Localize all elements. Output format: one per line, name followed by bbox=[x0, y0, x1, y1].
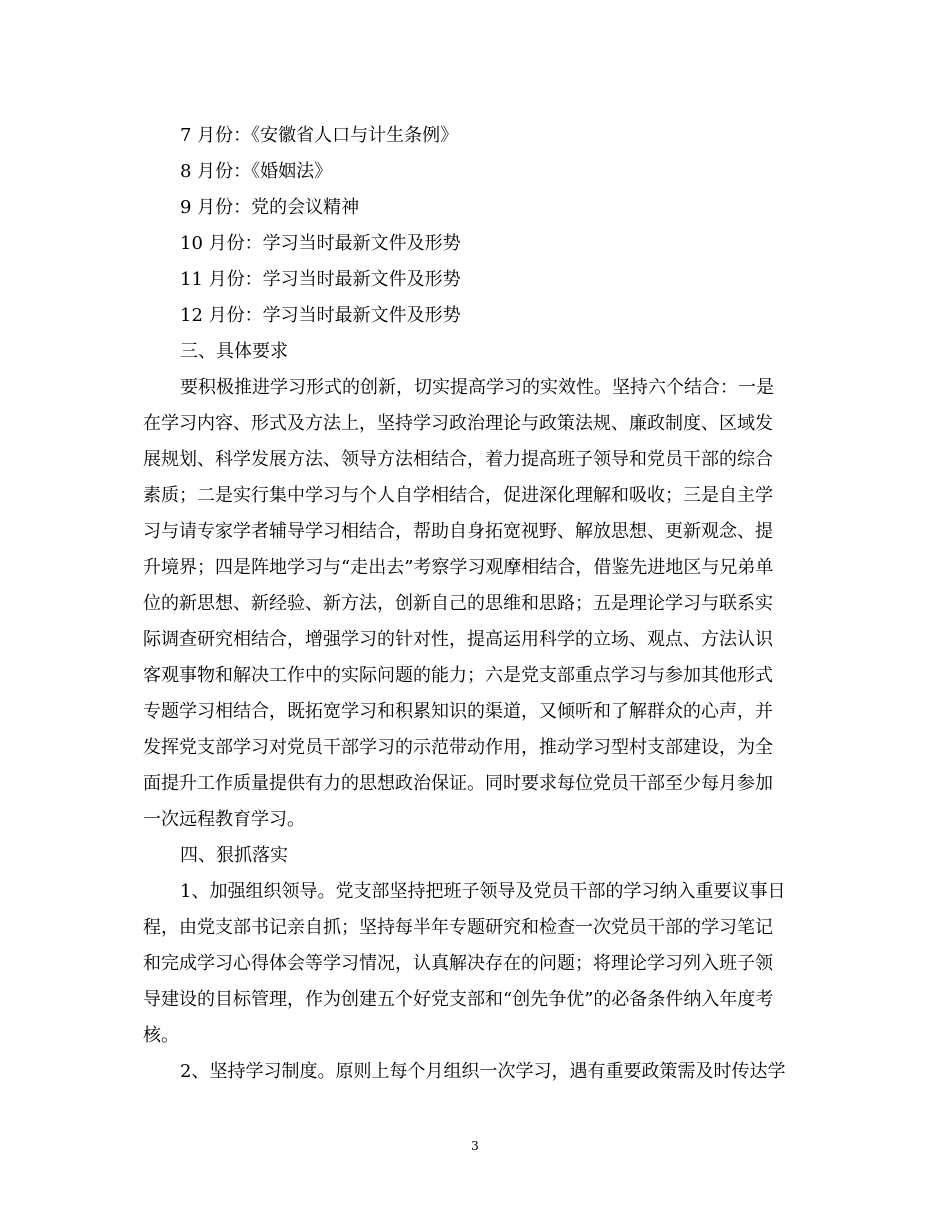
text-line: 客观事物和解决工作中的实际问题的能力；六是党支部重点学习与参加其他形式 bbox=[143, 665, 773, 686]
text-line: 核。 bbox=[143, 1025, 179, 1046]
text-line: 和完成学习心得体会等学习情况，认真解决存在的问题；将理论学习列入班子领 bbox=[143, 953, 773, 974]
section-heading: 三、具体要求 bbox=[180, 341, 288, 362]
text-line: 习与请专家学者辅导学习相结合，帮助自身拓宽视野、解放思想、更新观念、提 bbox=[143, 521, 773, 542]
text-line: 7 月份：《安徽省人口与计生条例》 bbox=[180, 125, 459, 146]
text-line: 专题学习相结合，既拓宽学习和积累知识的渠道，又倾听和了解群众的心声，并 bbox=[143, 701, 773, 722]
text-line: 素质；二是实行集中学习与个人自学相结合，促进深化理解和吸收；三是自主学 bbox=[143, 485, 773, 506]
text-line: 8 月份：《婚姻法》 bbox=[180, 161, 333, 182]
text-line: 升境界；四是阵地学习与“走出去”考察学习观摩相结合，借鉴先进地区与兄弟单 bbox=[143, 557, 774, 578]
text-line: 2、坚持学习制度。原则上每个月组织一次学习，遇有重要政策需及时传达学 bbox=[180, 1061, 786, 1082]
text-line: 导建设的目标管理，作为创建五个好党支部和“创先争优”的必备条件纳入年度考 bbox=[143, 989, 774, 1010]
text-line: 在学习内容、形式及方法上，坚持学习政治理论与政策法规、廉政制度、区域发 bbox=[143, 413, 773, 434]
text-line: 程，由党支部书记亲自抓；坚持每半年专题研究和检查一次党员干部的学习笔记 bbox=[143, 917, 773, 938]
text-line: 位的新思想、新经验、新方法，创新自己的思维和思路；五是理论学习与联系实 bbox=[143, 593, 773, 614]
text-line: 展规划、科学发展方法、领导方法相结合，着力提高班子领导和党员干部的综合 bbox=[143, 449, 773, 470]
text-line: 10 月份：学习当时最新文件及形势 bbox=[180, 233, 461, 254]
page-number: 3 bbox=[471, 1139, 479, 1153]
text-line: 1、加强组织领导。党支部坚持把班子领导及党员干部的学习纳入重要议事日 bbox=[180, 881, 786, 902]
text-line: 一次远程教育学习。 bbox=[143, 809, 305, 830]
section-heading: 四、狠抓落实 bbox=[180, 845, 288, 866]
text-line: 际调查研究相结合，增强学习的针对性，提高运用科学的立场、观点、方法认识 bbox=[143, 629, 773, 650]
text-line: 11 月份：学习当时最新文件及形势 bbox=[180, 269, 461, 290]
text-line: 要积极推进学习形式的创新，切实提高学习的实效性。坚持六个结合：一是 bbox=[180, 377, 774, 398]
text-line: 12 月份：学习当时最新文件及形势 bbox=[180, 305, 461, 326]
text-line: 发挥党支部学习对党员干部学习的示范带动作用，推动学习型村支部建设，为全 bbox=[143, 737, 773, 758]
text-line: 面提升工作质量提供有力的思想政治保证。同时要求每位党员干部至少每月参加 bbox=[143, 773, 773, 794]
text-line: 9 月份：党的会议精神 bbox=[180, 197, 360, 218]
